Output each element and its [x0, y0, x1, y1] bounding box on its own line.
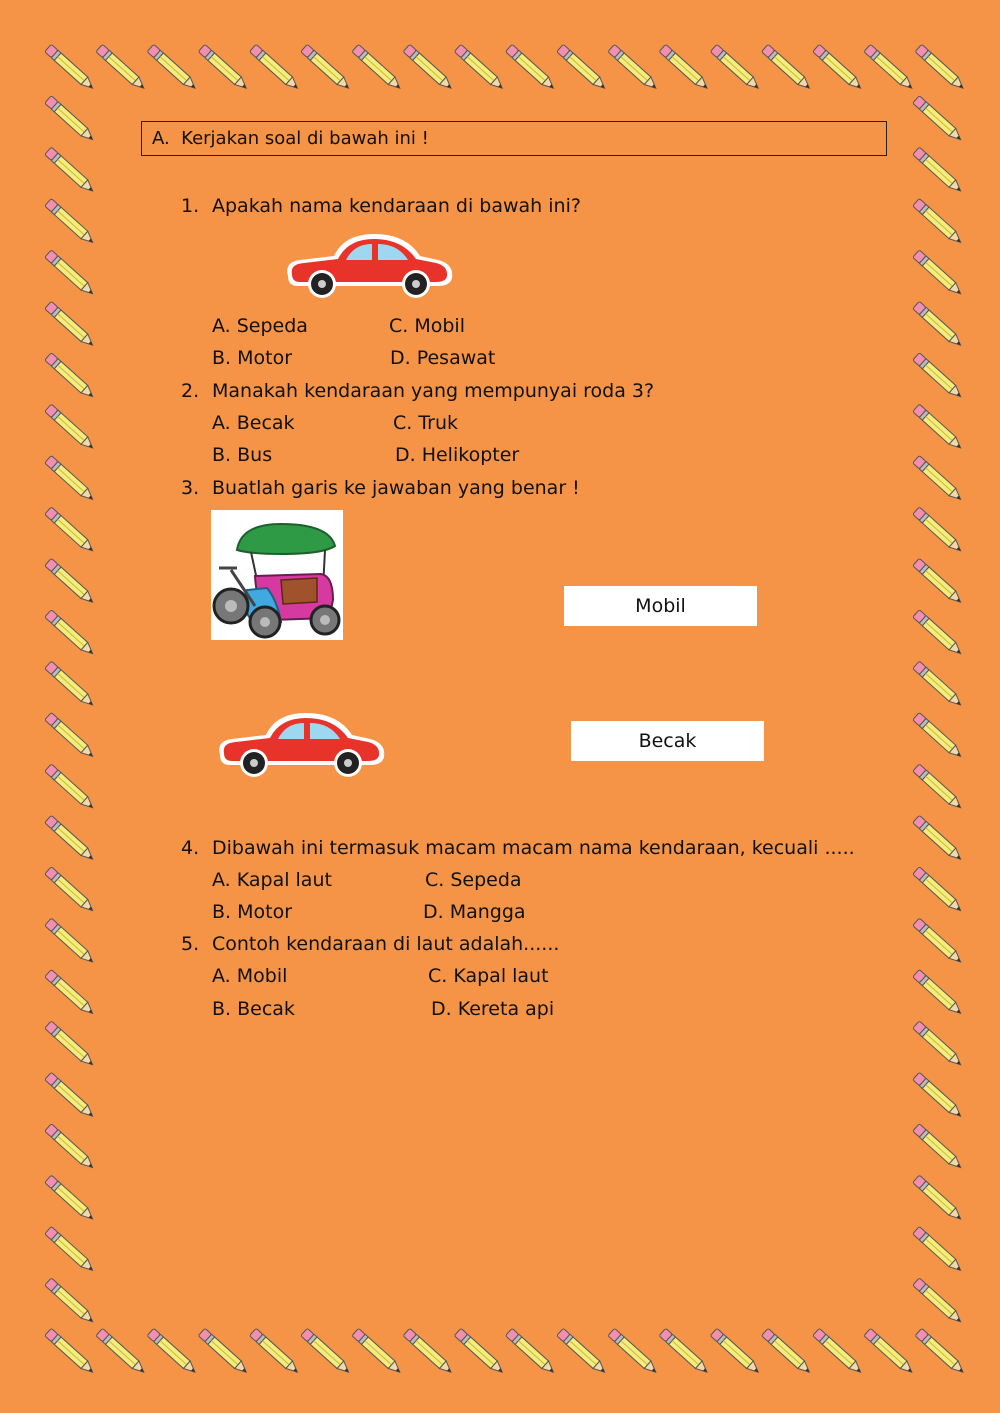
pencil-icon — [913, 867, 964, 915]
pencil-icon — [249, 44, 300, 92]
q1-option-a: A. Sepeda — [212, 315, 308, 337]
q5-option-a: A. Mobil — [212, 965, 288, 987]
pencil-icon — [45, 250, 96, 298]
becak-image[interactable] — [211, 510, 343, 640]
pencil-icon — [301, 44, 352, 92]
pencil-icon — [301, 1328, 352, 1376]
pencil-icon — [864, 44, 915, 92]
pencil-icon — [45, 455, 96, 503]
pencil-icon — [913, 1226, 964, 1274]
pencil-icon — [45, 867, 96, 915]
pencil-icon — [45, 1175, 96, 1223]
pencil-icon — [45, 404, 96, 452]
pencil-icon — [913, 1278, 964, 1326]
question-number: 5. — [181, 933, 200, 955]
pencil-icon — [608, 1328, 659, 1376]
pencil-icon — [913, 610, 964, 658]
pencil-icon — [913, 558, 964, 606]
answer-box-mobil[interactable]: Mobil — [564, 586, 757, 626]
pencil-icon — [761, 1328, 812, 1376]
pencil-icon — [913, 815, 964, 863]
question-text: Buatlah garis ke jawaban yang benar ! — [212, 477, 580, 499]
question-text: Dibawah ini termasuk macam macam nama kendaraan, kecuali ..... — [212, 837, 855, 859]
pencil-icon — [454, 1328, 505, 1376]
pencil-icon — [710, 44, 761, 92]
q5-option-c: C. Kapal laut — [428, 965, 549, 987]
q1-option-d: D. Pesawat — [390, 347, 496, 369]
question-text: Contoh kendaraan di laut adalah...... — [212, 933, 560, 955]
pencil-icon — [454, 44, 505, 92]
q1-option-b: B. Motor — [212, 347, 293, 369]
pencil-icon — [913, 301, 964, 349]
answer-box-becak[interactable]: Becak — [571, 721, 764, 761]
pencil-icon — [913, 918, 964, 966]
q2-option-d: D. Helikopter — [395, 444, 520, 466]
q5-option-d: D. Kereta api — [431, 998, 555, 1020]
pencil-icon — [813, 44, 864, 92]
pencil-icon — [913, 661, 964, 709]
pencil-icon — [249, 1328, 300, 1376]
q2-option-a: A. Becak — [212, 412, 295, 434]
pencil-icon — [659, 44, 710, 92]
pencil-icon — [45, 918, 96, 966]
q4-option-d: D. Mangga — [423, 901, 526, 923]
question-text: Apakah nama kendaraan di bawah ini? — [212, 195, 581, 217]
section-label: A. — [152, 128, 170, 149]
pencil-icon — [913, 198, 964, 246]
pencil-icon — [352, 44, 403, 92]
pencil-icon — [45, 1328, 96, 1376]
pencil-icon — [45, 969, 96, 1017]
pencil-icon — [915, 1328, 966, 1376]
q2-option-c: C. Truk — [393, 412, 459, 434]
pencil-icon — [505, 1328, 556, 1376]
pencil-icon — [147, 44, 198, 92]
pencil-icon — [45, 712, 96, 760]
car-image-q3[interactable] — [210, 706, 390, 782]
instruction-header — [141, 121, 887, 156]
pencil-icon — [557, 1328, 608, 1376]
q4-option-a: A. Kapal laut — [212, 869, 332, 891]
pencil-icon — [96, 1328, 147, 1376]
q4-option-c: C. Sepeda — [425, 869, 522, 891]
pencil-icon — [45, 1021, 96, 1069]
pencil-icon — [761, 44, 812, 92]
pencil-icon — [45, 96, 96, 144]
pencil-icon — [913, 764, 964, 812]
pencil-icon — [913, 404, 964, 452]
pencil-icon — [915, 44, 966, 92]
pencil-icon — [913, 455, 964, 503]
question-number: 3. — [181, 477, 200, 499]
car-icon — [219, 713, 384, 777]
pencil-icon — [45, 1072, 96, 1120]
pencil-icon — [913, 353, 964, 401]
pencil-icon — [913, 1175, 964, 1223]
pencil-icon — [198, 44, 249, 92]
pencil-icon — [913, 96, 964, 144]
pencil-icon — [45, 353, 96, 401]
pencil-icon — [96, 44, 147, 92]
pencil-icon — [45, 507, 96, 555]
car-image-q1 — [278, 228, 458, 302]
q1-option-c: C. Mobil — [389, 315, 465, 337]
pencil-icon — [45, 44, 96, 92]
pencil-icon — [45, 1226, 96, 1274]
pencil-icon — [352, 1328, 403, 1376]
q4-option-b: B. Motor — [212, 901, 293, 923]
pencil-icon — [45, 661, 96, 709]
car-icon — [287, 234, 452, 298]
pencil-icon — [45, 610, 96, 658]
pencil-icon — [913, 712, 964, 760]
pencil-icon — [45, 1124, 96, 1172]
pencil-icon — [147, 1328, 198, 1376]
pencil-icon — [913, 1124, 964, 1172]
pencil-icon — [557, 44, 608, 92]
pencil-icon — [403, 1328, 454, 1376]
pencil-icon — [913, 507, 964, 555]
pencil-icon — [864, 1328, 915, 1376]
question-text: Manakah kendaraan yang mempunyai roda 3? — [212, 380, 655, 402]
pencil-icon — [659, 1328, 710, 1376]
pencil-icon — [45, 558, 96, 606]
pencil-icon — [913, 147, 964, 195]
pencil-icon — [505, 44, 556, 92]
pencil-icon — [45, 764, 96, 812]
pencil-icon — [198, 1328, 249, 1376]
pencil-icon — [45, 1278, 96, 1326]
pencil-icon — [913, 969, 964, 1017]
pencil-icon — [608, 44, 659, 92]
pencil-icon — [45, 198, 96, 246]
pencil-icon — [45, 301, 96, 349]
section-instruction: Kerjakan soal di bawah ini ! — [181, 128, 429, 149]
pencil-icon — [913, 250, 964, 298]
question-number: 1. — [181, 195, 200, 217]
pencil-icon — [710, 1328, 761, 1376]
question-number: 4. — [181, 837, 200, 859]
question-number: 2. — [181, 380, 200, 402]
q2-option-b: B. Bus — [212, 444, 273, 466]
q5-option-b: B. Becak — [212, 998, 295, 1020]
pencil-icon — [913, 1021, 964, 1069]
pencil-icon — [45, 147, 96, 195]
pencil-icon — [403, 44, 454, 92]
pencil-icon — [813, 1328, 864, 1376]
pencil-icon — [45, 815, 96, 863]
pencil-icon — [913, 1072, 964, 1120]
